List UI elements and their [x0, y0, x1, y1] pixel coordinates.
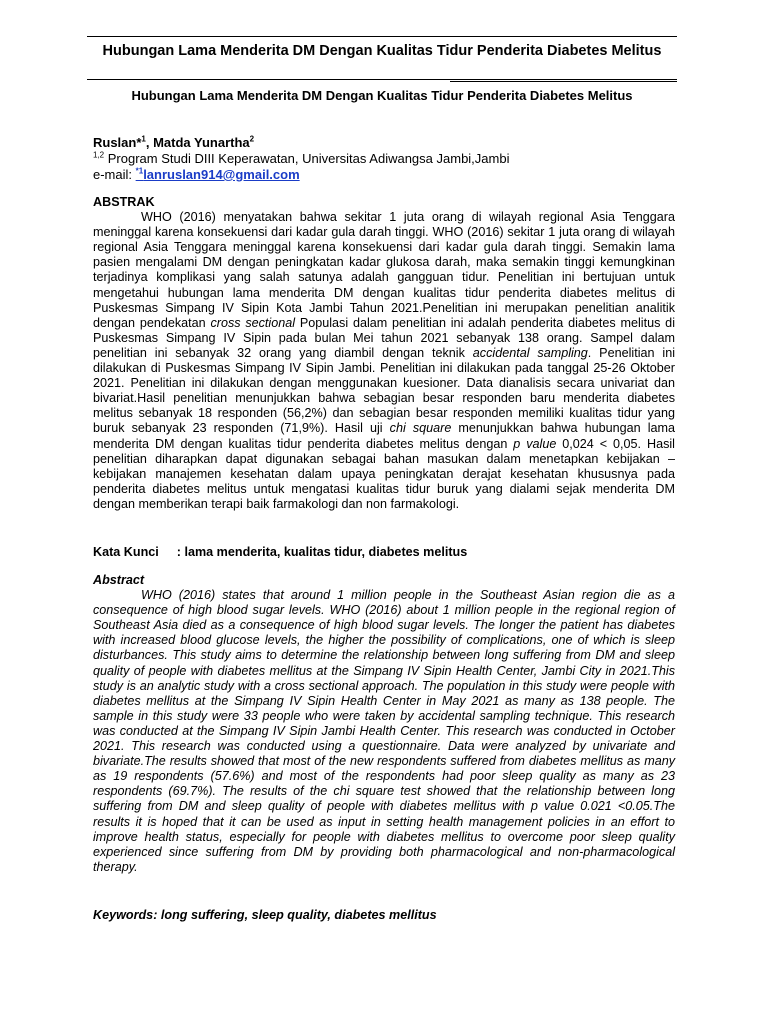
author-1: Ruslan* — [93, 135, 142, 150]
abstrak-section — [93, 195, 675, 512]
abstract-section — [93, 573, 675, 875]
email-line — [93, 167, 509, 183]
kata-kunci-label: Kata Kunci — [93, 545, 159, 559]
abstract-body: WHO (2016) states that around 1 million people in the Southeast Asian region die as a consequence of high blood sugar levels. WHO (2016) about 1 million people in the regional region of Southeast Asia died as a consequence of high blood sugar levels. The longer the patient has diabetes with increased blood glucose levels, the higher the possibility of complications, one of which is sleep disturbances. This study aims to determine the relationship between long suffering from DM and sleep quality of people with diabetes mellitus at the Simpang IV Sipin Health Center, Jambi City in 2021.This study is an analytic study with a cross sectional approach. The population in this study were people with diabetes mellitus at the Simpang IV Sipin Health Center in May 2021 as many as 138 people. The sample in this study were 33 people who were taken by accidental sampling technique. This research was conducted at the Simpang IV Sipin Jambi Health Center. This research was conducted in October 2021. This research was conducted using a questionnaire. Data were analyzed by univariate and bivariate.The results showed that most of the new respondents suffered from diabetes mellitus as many as 19 respondents (57.6%) and most of the respondents had poor sleep quality as many as 23 respondents (69.7%). The results of the chi square test showed that the relationship between long suffering from DM and sleep quality of people with diabetes mellitus with p value 0.021 <0.05.The results it is hoped that it can be used as input in setting health management policies in an effort to improve health status, especially for people with diabetes mellitus to overcome poor sleep quality experienced since suffering from DM by providing both pharmacological and non-pharmacological therapy. — [93, 588, 675, 874]
abstrak-text-4: menunjukkan bahwa hubungan lama menderita DM dengan kualitas tidur penderita diabetes melitus dengan — [93, 421, 675, 451]
header-bottom-rule-right — [450, 81, 677, 82]
email-link[interactable] — [136, 167, 300, 182]
abstrak-italic-3: chi square — [389, 421, 452, 436]
affiliation-sup: 1,2 — [93, 150, 105, 160]
abstrak-text-2: Populasi dalam penelitian ini adalah penderita diabetes melitus di Puskesmas Simpang IV Sipin pada bulan Mei tahun 2021 sebanyak 138 orang. Sampel dalam penelitian ini sebanyak 32 orang yang diambil dengan teknik — [93, 315, 675, 360]
running-header-title: Hubungan Lama Menderita DM Dengan Kualitas Tidur Penderita Diabetes Melitus — [102, 43, 662, 59]
author-2: , Matda Yunartha — [145, 135, 250, 150]
author-names — [93, 135, 509, 151]
email-address: lanruslan914@gmail.com — [143, 167, 300, 182]
affiliation-text: Program Studi DIII Keperawatan, Universitas Adiwangsa Jambi,Jambi — [104, 151, 510, 166]
email-sup: *1 — [135, 166, 144, 176]
author-2-sup: 2 — [249, 134, 255, 144]
abstrak-text-1: WHO (2016) menyatakan bahwa sekitar 1 juta orang di wilayah regional Asia Tenggara meninggal karena konsekuensi dari kadar gula darah tinggi. WHO (2016) sekitar 1 juta orang di wilayah regional Asia Tenggara meninggal karena konsekuensi dari kadar gula darah tinggi. Semakin lama pasien mengalami DM dengan peningkatan kadar glukosa darah, maka semakin tinggi kemungkinan terjadinya komplikasi yang salah satunya adalah gangguan tidur. Penelitian ini bertujuan untuk mengetahui hubungan lama menderita DM dengan kualitas tidur penderita diabetes melitus di Puskesmas Simpang IV Sipin Kota Jambi Tahun 2021.Penelitian ini merupakan penelitian analitik dengan pendekatan — [93, 210, 675, 330]
kata-kunci-values: : lama menderita, kualitas tidur, diabetes melitus — [176, 545, 468, 559]
header-bottom-rule — [87, 79, 677, 80]
kata-kunci-line — [93, 545, 675, 560]
abstrak-text-5: 0,024 < 0,05. Hasil penelitian diharapkan dapat digunakan sebagai bahan masukan dalam menetapkan kebijakan – kebijakan manajemen kesehatan dalam upaya peningkatan derajat kesehatan khususnya pada penderita diabetes melitus untuk mengatasi kualitas tidur buruk yang dialami sejak menderita DM dengan memberikan terapi baik farmakologi dan non farmakologi. — [93, 436, 675, 511]
abstrak-heading: ABSTRAK — [93, 195, 155, 209]
author-1-sup: 1 — [141, 134, 146, 144]
email-label: e-mail: — [93, 167, 136, 182]
header-top-rule — [87, 36, 677, 37]
abstrak-italic-2: accidental sampling — [472, 345, 588, 360]
abstrak-text-3: . Penelitian ini dilakukan di Puskesmas Simpang IV Sipin Jambi. Penelitian ini dilakukan pada tanggal 25-26 Oktober 2021. Penelitian ini dilakukan dengan menggunakan kuesioner. Data dianalisis secara univariat dan bivariat.Hasil penelitian menunjukkan bahwa sebagian besar responden baru menderita diabetes melitus sebanyak 18 responden (56,2%) dan sebagian besar responden memiliki kualitas tidur yang buruk sebanyak 23 responden (71,9%). Hasil uji — [93, 345, 675, 436]
affiliation — [93, 151, 509, 167]
keywords-line: Keywords: long suffering, sleep quality, diabetes mellitus — [93, 908, 437, 922]
abstrak-italic-1: cross sectional — [210, 315, 296, 330]
author-block — [93, 135, 509, 183]
abstrak-body — [93, 210, 675, 512]
paper-title: Hubungan Lama Menderita DM Dengan Kualitas Tidur Penderita Diabetes Melitus — [131, 88, 633, 103]
abstrak-italic-4: p value — [513, 436, 557, 451]
abstract-heading: Abstract — [93, 573, 145, 587]
